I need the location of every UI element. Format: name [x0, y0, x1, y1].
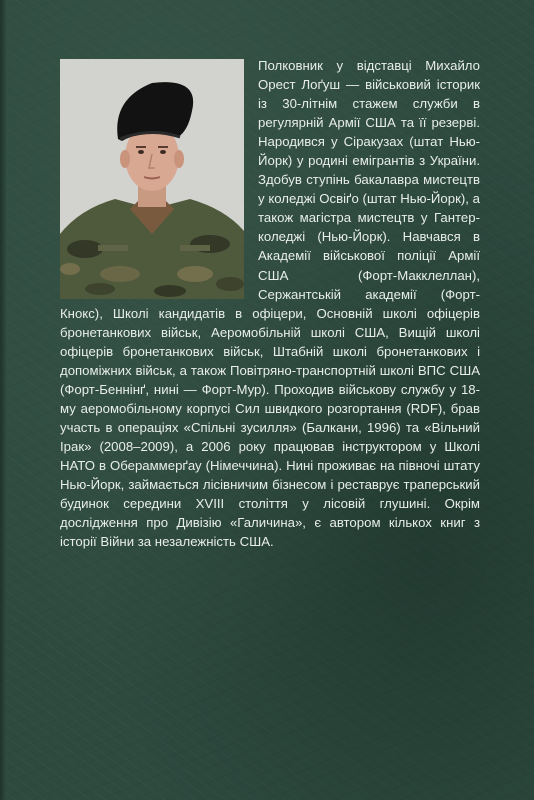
photo-float-spacer	[60, 56, 258, 300]
book-spine-edge	[0, 0, 6, 800]
author-bio: Полковник у відставці Михайло Орест Лоґуш — військовий історик із 30-літнім стажем служби в регулярній Армії США та її резерві. Народився у Сіракузах (штат Нью-Йорк) у родині емігрантів з України. Здобув ступінь бакалавра мистецтв у коледжі Освіґо (штат Нью-Йорк), а також магістра мистецтв у Гантер-коледжі (Нью-Йорк). Навчався в Академії військової поліції Армії США (Форт-Макклеллан), Сержантській академії (Форт-Кнокс), Школі кандидатів в офіцери, Основній школі офіцерів бронетанкових військ, Аеромобільній школі США, Вищій школі офіцерів бронетанкових військ, Штабній школі бронетанкових і допоміжних військ, а також Повітряно-транспортній школі ВПС США (Форт-Беннінґ, нині — Форт-Мур). Проходив військову службу у 18-му аеромобільному корпусі Сил швидкого розгортання (RDF), брав участь в операціях «Спільні зусилля» (Балкани, 1996) та «Вільний Ірак» (2008–2009), а 2006 року працював інструктором у Школі НАТО в Обераммерґау (Німеччина). Нині проживає на півночі штату Нью-Йорк, займається лісівничим бізнесом і реставрує траперський будинок середини XVIII століття у лісовій глушині. Окрім дослідження про Дивізію «Галичина», є автором кількох книг з історії Війни за незалежність США.	[60, 58, 480, 550]
author-bio-text	[60, 56, 480, 551]
